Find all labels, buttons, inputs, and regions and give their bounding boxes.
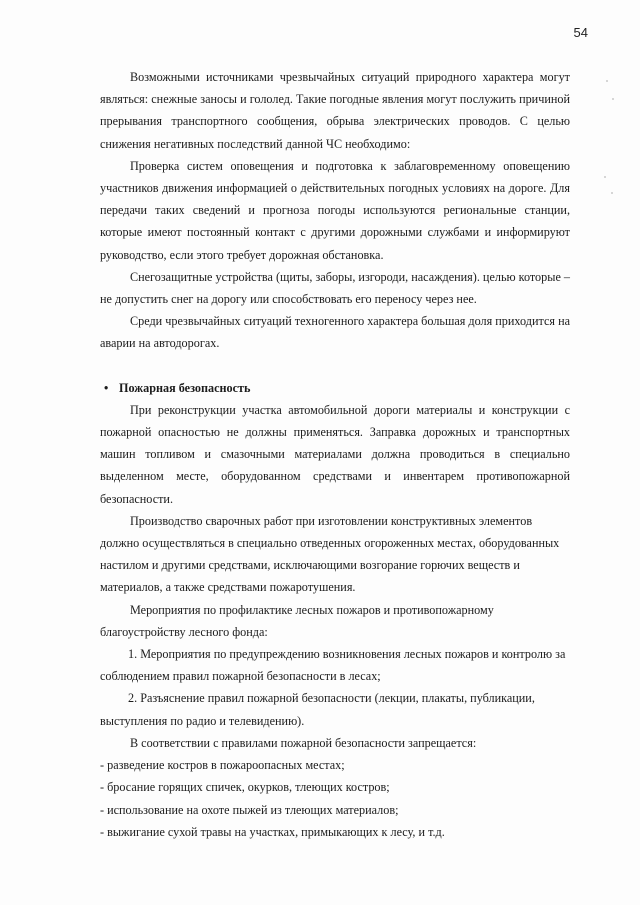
paragraph-prohibited-intro: В соответствии с правилами пожарной безопасности запрещается: [130, 735, 477, 750]
list-item: - разведение костров в пожароопасных местах; [100, 758, 345, 773]
paragraph-welding: Производство сварочных работ при изготовлении конструктивных элементов должно осуществляться в специально отведенных огороженных местах, оборудованных настилом и другими средствами, исключающими возгорание горючих веществ и материалов, а также средствами пожаротушения. [100, 513, 560, 595]
section-heading-fire-safety [104, 377, 570, 399]
paragraph-measure-2: 2. Разъяснение правил пожарной безопасности (лекции, плакаты, публикации, выступления по радио и телевидению). [100, 691, 535, 728]
paragraph-reconstruction: При реконструкции участка автомобильной дороги материалы и конструкции с пожарной опасностью не должны применяться. Заправка дорожных и транспортных машин топливом и смазочными материалами должна проводиться в специально выделенном месте, оборудованном средствами и инвентарем противопожарной безопасности. [100, 402, 570, 506]
paragraph-measure-1: 1. Мероприятия по предупреждению возникновения лесных пожаров и контролю за соблюдением правил пожарной безопасности в лесах; [100, 647, 566, 684]
paragraph-warning-systems: Проверка систем оповещения и подготовка к заблаговременному оповещению участников движения информацией о действительных погодных условиях на дороге. Для передачи таких сведений и прогноза погоды используются региональные станции, которые имеют постоянный контакт с другими дорожными службами и информируют руководство, если этого требует дорожная обстановка. [100, 158, 570, 262]
document-body [100, 66, 570, 843]
page-number: 54 [573, 25, 588, 40]
paragraph-natural-sources: Возможными источниками чрезвычайных ситуаций природного характера могут являться: снежные заносы и гололед. Такие погодные явления могут послужить причиной прерывания транспортного сообщения, обрыва электрических проводов. С целью снижения негативных последствий данной ЧС необходимо: [100, 70, 570, 151]
scan-speck [606, 80, 608, 82]
list-item: - выжигание сухой травы на участках, примыкающих к лесу, и т.д. [100, 824, 445, 839]
bullet-icon: • [104, 380, 109, 395]
list-item: - использование на охоте пыжей из тлеющих материалов; [100, 802, 399, 817]
scan-speck [611, 192, 613, 194]
section-heading-label: Пожарная безопасность [119, 380, 251, 395]
scan-speck [604, 176, 606, 178]
list-item: - бросание горящих спичек, окурков, тлеющих костров; [100, 780, 390, 795]
paragraph-technogenic: Среди чрезвычайных ситуаций техногенного характера большая доля приходится на аварии на автодорогах. [100, 314, 570, 351]
scan-speck [612, 98, 614, 100]
prohibited-list [100, 754, 570, 843]
paragraph-forest-measures: Мероприятия по профилактике лесных пожаров и противопожарному благоустройству лесного фонда: [100, 602, 494, 639]
paragraph-snow-protection: Снегозащитные устройства (щиты, заборы, изгороди, насаждения). целью которые – не допустить снег на дорогу или способствовать его переносу через нее. [100, 269, 570, 307]
